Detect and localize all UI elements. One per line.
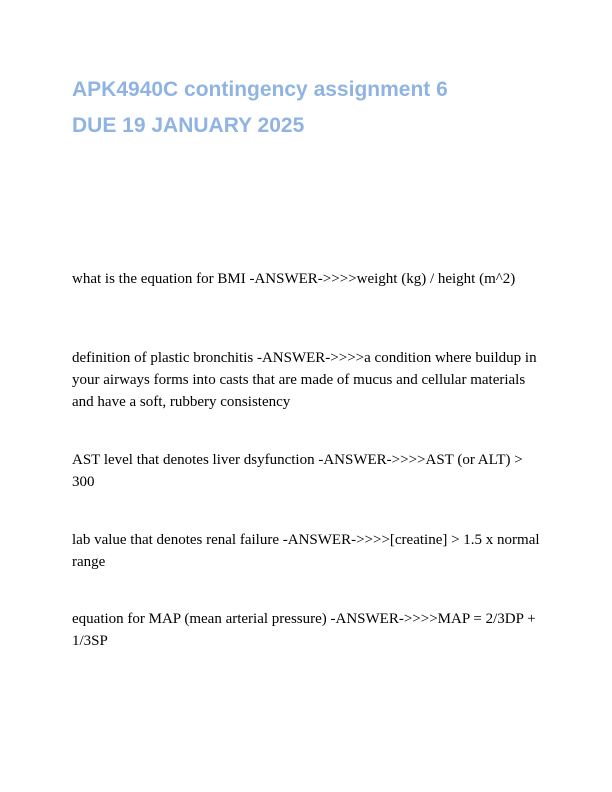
document-title xyxy=(72,72,552,144)
qa-item-bmi: what is the equation for BMI -ANSWER->>>>weight (kg) / height (m^2) xyxy=(72,271,516,287)
qa-item-renal-failure: lab value that denotes renal failure -ANSWER->>>>[creatine] > 1.5 x normal range xyxy=(72,532,540,570)
title-line-2: DUE 19 JANUARY 2025 xyxy=(72,114,305,137)
qa-item-ast-level: AST level that denotes liver dsyfunction -ANSWER->>>>AST (or ALT) > 300 xyxy=(72,452,523,490)
qa-item-plastic-bronchitis: definition of plastic bronchitis -ANSWER->>>>a condition where buildup in your airways forms into casts that are made of mucus and cellular materials and have a soft, rubbery consistency xyxy=(72,350,537,410)
title-line-1: APK4940C contingency assignment 6 xyxy=(72,78,448,101)
qa-item-map-equation: equation for MAP (mean arterial pressure) -ANSWER->>>>MAP = 2/3DP + 1/3SP xyxy=(72,611,536,649)
